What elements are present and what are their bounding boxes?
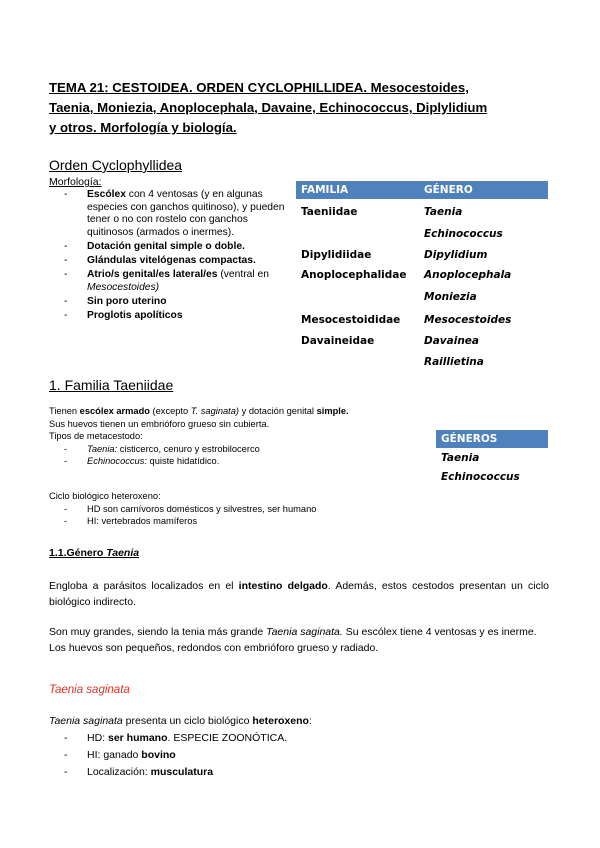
metacestodo-list (49, 443, 409, 468)
table-cell-family: Mesocestoididae (301, 314, 401, 326)
table-cell-genus: Anoplocephala (424, 269, 512, 281)
list-item: - HI: ganado bovino (49, 747, 549, 764)
section-heading-taeniidae: 1. Familia Taeniidae (49, 377, 174, 393)
list-item: - Taenia: cisticerco, cenuro y estrobilocerco (49, 443, 409, 456)
table-cell-family: Dipylidiidae (301, 249, 372, 261)
table-cell-genus: Davainea (424, 335, 480, 347)
table-cell-family: Davaineidae (301, 335, 375, 347)
list-item: - Dotación genital simple o doble. (49, 241, 289, 254)
list-item: - Localización: musculatura (49, 764, 549, 781)
list-item: - Escólex con 4 ventosas (y en algunas especies con ganchos quitinoso), y pueden tener o no con rostelo con ganchos quitinosos (armados o inermes). (49, 189, 289, 239)
list-item: - HD: ser humano. ESPECIE ZOONÓTICA. (49, 730, 549, 747)
table-cell-genus: Dipylidium (424, 249, 488, 261)
table-cell-genus: Mesocestoides (424, 314, 512, 326)
list-item: - Glándulas vitelógenas compactas. (49, 255, 289, 268)
table-cell-family: Anoplocephalidae (301, 269, 407, 281)
table-cell-genus: Echinococcus (424, 228, 503, 240)
subsection-heading-taenia: 1.1.Género Taenia (49, 547, 140, 559)
morphology-list (49, 189, 289, 324)
table-cell-genus: Moniezia (424, 291, 477, 303)
list-item: - HI: vertebrados mamíferos (49, 515, 409, 528)
list-item: - Echinococcus: quiste hidatídico. (49, 455, 409, 468)
list-item: - Atrio/s genital/es lateral/es (ventral en Mesocestoides) (49, 269, 289, 294)
taenia-paragraph-1: Engloba a parásitos localizados en el intestino delgado. Además, estos cestodos presentan un ciclo biológico indirecto. (49, 580, 549, 608)
table-cell-family: Taeniidae (301, 206, 358, 218)
ciclo-list (49, 503, 409, 528)
saginata-heading: Taenia saginata (49, 684, 130, 696)
ciclo-paragraph: Ciclo biológico heteroxeno: - HD son carnívoros domésticos y silvestres, ser humano - HI: vertebrados mamíferos (49, 490, 409, 528)
section-heading-orden: Orden Cyclophyllidea (49, 157, 183, 173)
taeniidae-paragraph: Tienen escólex armado (excepto T. saginata) y dotación genital simple. Sus huevos tienen un embrióforo grueso sin cubierta. Tipos de metacestodo: - Taenia: cisticerco, cenuro y estrobilocerco - Echinococcus: quiste hidatídico. (49, 405, 409, 468)
table-cell-genus: Raillietina (424, 356, 484, 368)
table-cell-genus: Taenia (424, 206, 463, 218)
page-title: TEMA 21: CESTOIDEA. ORDEN CYCLOPHILLIDEA. Mesocestoides, Taenia, Moniezia, Anoplocephala, Davaine, Echinococcus, Diplylidium y otros. Morfología y biología. (49, 80, 488, 135)
generos-cell: Taenia (441, 452, 480, 464)
table-header-familia: FAMILIA (301, 184, 349, 196)
list-item: - Proglotis apolíticos (49, 310, 289, 323)
list-item: - HD son carnívoros domésticos y silvestres, ser humano (49, 503, 409, 516)
list-item: - Sin poro uterino (49, 296, 289, 309)
morfologia-label: Morfología: (49, 176, 102, 188)
saginata-list (49, 730, 549, 781)
taenia-paragraph-2: Son muy grandes, siendo la tenia más grande Taenia saginata. Su escólex tiene 4 ventosas y es inerme. Los huevos son pequeños, redondos con embrióforo grueso y radiado. (49, 626, 537, 654)
generos-header: GÉNEROS (436, 430, 548, 448)
generos-cell: Echinococcus (441, 471, 520, 483)
saginata-intro: Taenia saginata presenta un ciclo biológico heteroxeno: (49, 715, 312, 727)
table-header-genero: GÉNERO (424, 184, 473, 196)
